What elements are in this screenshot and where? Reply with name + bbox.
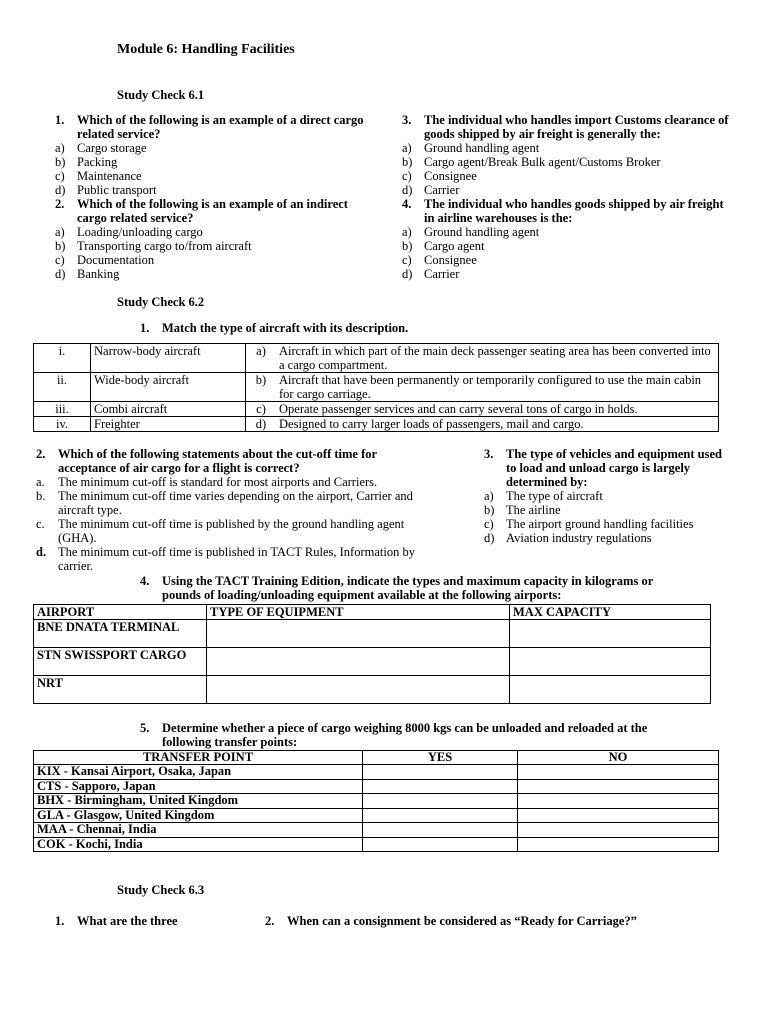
table-row: STN SWISSPORT CARGO [34,648,711,676]
study-check-6-3-heading: Study Check 6.3 [117,883,205,897]
option[interactable]: b) Cargo agent/Break Bulk agent/Customs Broker [402,155,661,169]
max-capacity-cell[interactable] [510,648,711,676]
table-row: BNE DNATA TERMINAL [34,620,711,648]
equipment-table [33,604,711,704]
option[interactable]: c) Consignee [402,253,477,267]
option[interactable]: d) Carrier [402,267,460,281]
table-row: i. Narrow-body aircraft a) Aircraft in which part of the main deck passenger seating area has been converted into a cargo compartment. [34,344,719,373]
option[interactable]: a. The minimum cut-off is standard for most airports and Carriers. [36,475,378,489]
max-capacity-cell[interactable] [510,620,711,648]
yes-cell[interactable] [363,808,518,823]
option[interactable]: c) The airport ground handling facilities [484,517,694,531]
equipment-type-cell[interactable] [207,676,510,704]
sc62-question-5: 5. Determine whether a piece of cargo weighing 8000 kgs can be unloaded and reloaded at the following transfer points: [140,721,648,749]
table-row: COK - Kochi, India [34,837,719,852]
question-1: 1. Which of the following is an example of a direct cargo related service? [55,113,364,141]
option[interactable]: a) Cargo storage [55,141,147,155]
option[interactable]: d) Public transport [55,183,157,197]
option[interactable]: d) Banking [55,267,120,281]
study-check-6-2-heading: Study Check 6.2 [117,295,205,309]
option[interactable]: a) Loading/unloading cargo [55,225,203,239]
option[interactable]: b) Transporting cargo to/from aircraft [55,239,252,253]
sc61-right-questions [402,113,732,281]
option[interactable]: b. The minimum cut-off time varies depending on the airport, Carrier and aircraft type. [36,489,413,517]
sc63-question-2: 2. When can a consignment be considered as “Ready for Carriage?” [265,914,637,928]
option[interactable]: d. The minimum cut-off time is published in TACT Rules, Information by carrier. [36,545,415,573]
sc61-left-questions [55,113,375,281]
question-4: 4. The individual who handles goods shipped by air freight in airline warehouses is the: [402,197,724,225]
option[interactable]: c. The minimum cut-off time is published by the ground handling agent (GHA). [36,517,405,545]
question-2: 2. Which of the following is an example of an indirect cargo related service? [55,197,348,225]
table-row: NRT [34,676,711,704]
yes-cell[interactable] [363,794,518,809]
option[interactable]: c) Maintenance [55,169,142,183]
table-row: KIX - Kansai Airport, Osaka, Japan [34,765,719,780]
equipment-type-cell[interactable] [207,648,510,676]
max-capacity-cell[interactable] [510,676,711,704]
no-cell[interactable] [518,794,719,809]
transfer-points-table [33,750,719,852]
module-title: Module 6: Handling Facilities [117,42,295,57]
no-cell[interactable] [518,808,719,823]
yes-cell[interactable] [363,823,518,838]
no-cell[interactable] [518,779,719,794]
table-header-row: TRANSFER POINT YES NO [34,751,719,765]
option[interactable]: a) Ground handling agent [402,225,540,239]
sc62-question-2: 2. Which of the following statements about the cut-off time for acceptance of air cargo for a flight is correct? a. The minimum cut-off is standard for most airports and Carriers. b. The minimum cut-off time varies depending on the airport, Carrier and aircraft type. c. The minimum cut-off time is published by the ground handling agent (GHA). d. The minimum cut-off time is published in TACT Rules, Information by carrier. [36,447,436,573]
no-cell[interactable] [518,823,719,838]
aircraft-match-table [33,343,719,432]
table-row: CTS - Sapporo, Japan [34,779,719,794]
equipment-type-cell[interactable] [207,620,510,648]
question-3: 3. The individual who handles import Customs clearance of goods shipped by air freight is generally the: [402,113,729,141]
sc62-question-3: 3. The type of vehicles and equipment used to load and unload cargo is largely determined by: a) The type of aircraft b) The airline c) The airport ground handling facilities d) Aviation industry regulations [484,447,722,545]
yes-cell[interactable] [363,779,518,794]
table-header-row: AIRPORT TYPE OF EQUIPMENT MAX CAPACITY [34,605,711,620]
no-cell[interactable] [518,765,719,780]
option[interactable]: b) Cargo agent [402,239,485,253]
yes-cell[interactable] [363,837,518,852]
table-row: BHX - Birmingham, United Kingdom [34,794,719,809]
option[interactable]: a) The type of aircraft [484,489,603,503]
option[interactable]: c) Documentation [55,253,155,267]
table-row: GLA - Glasgow, United Kingdom [34,808,719,823]
option[interactable]: d) Aviation industry regulations [484,531,652,545]
sc62-question-4: 4. Using the TACT Training Edition, indicate the types and maximum capacity in kilograms or pounds of loading/unloading equipment available at the following airports: [140,574,654,602]
option[interactable]: b) The airline [484,503,561,517]
sc62-question-1: 1. Match the type of aircraft with its description. [140,321,409,335]
sc63-question-1: 1. What are the three [55,914,178,928]
table-row: MAA - Chennai, India [34,823,719,838]
yes-cell[interactable] [363,765,518,780]
no-cell[interactable] [518,837,719,852]
option[interactable]: d) Carrier [402,183,460,197]
table-row: ii. Wide-body aircraft b) Aircraft that have been permanently or temporarily configured to use the main cabin for cargo carriage. [34,373,719,402]
option[interactable]: b) Packing [55,155,118,169]
option[interactable]: a) Ground handling agent [402,141,540,155]
option[interactable]: c) Consignee [402,169,477,183]
study-check-6-1-heading: Study Check 6.1 [117,88,205,102]
table-row: iv. Freighter d) Designed to carry larger loads of passengers, mail and cargo. [34,417,719,432]
table-row: iii. Combi aircraft c) Operate passenger services and can carry several tons of cargo in holds. [34,402,719,417]
